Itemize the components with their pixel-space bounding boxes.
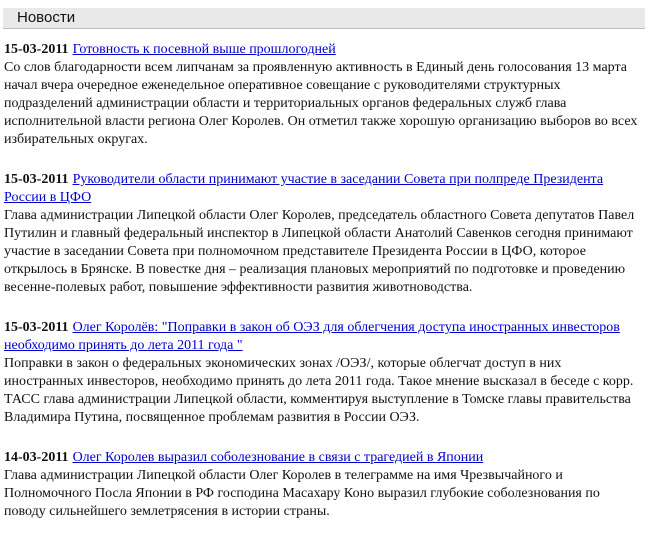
news-body: Со слов благодарности всем липчанам за проявленную активность в Единый день голосования 13 марта начал вчера очередное еженедельное оперативное совещание с руководителями структурных подразделений администрации области и территориальных органов федеральных служб глава исполнительной власти региона Олег Королев. Он отметил также хорошую организацию выборов во всех избирательных округах. (4, 60, 638, 147)
news-title-link[interactable]: Олег Королёв: "Поправки в закон об ОЭЗ для облегчения доступа иностранных инвесторов необходимо принять до лета 2011 года " (4, 320, 620, 353)
news-item (4, 449, 644, 521)
news-date: 15-03-2011 (4, 320, 69, 335)
news-date: 14-03-2011 (4, 450, 69, 465)
news-title-link[interactable]: Олег Королев выразил соболезнование в связи с трагедией в Японии (72, 450, 484, 465)
news-header-bar (3, 8, 645, 29)
news-header-title: Новости (17, 9, 76, 26)
news-item (4, 319, 644, 427)
news-title-link[interactable]: Руководители области принимают участие в заседании Совета при полпреде Президента России в ЦФО (4, 172, 604, 205)
news-date: 15-03-2011 (4, 172, 69, 187)
news-item (4, 171, 644, 297)
news-body: Глава администрации Липецкой области Олег Королев, председатель областного Совета депутатов Павел Путилин и главный федеральный инспектор в Липецкой области Анатолий Савенков сегодня принимают участие в заседании Совета при полномочном представителе Президента России в ЦФО, которое открылось в Брянске. В повестке дня – реализация плановых мероприятий по подготовке и проведению весенне-полевых работ, повышение эффективности развития животноводства. (4, 208, 635, 295)
news-date: 15-03-2011 (4, 42, 69, 57)
news-list (4, 41, 644, 543)
news-body: Глава администрации Липецкой области Олег Королев в телеграмме на имя Чрезвычайного и Полномочного Посла Японии в РФ господина Масахару Коно выразил глубокие соболезнования по поводу сильнейшего землетрясения в истории страны. (4, 468, 600, 519)
news-item (4, 41, 644, 149)
news-body: Поправки в закон о федеральных экономических зонах /ОЭЗ/, которые облегчат доступ в них иностранных инвесторов, необходимо принять до лета 2011 года. Такое мнение высказал в беседе с корр. ТАСС глава администрации Липецкой области, комментируя выступление в Томске главы правительства Владимира Путина, посвященное проблемам развития в России ОЭЗ. (4, 356, 634, 425)
news-title-link[interactable]: Готовность к посевной выше прошлогодней (72, 42, 336, 57)
